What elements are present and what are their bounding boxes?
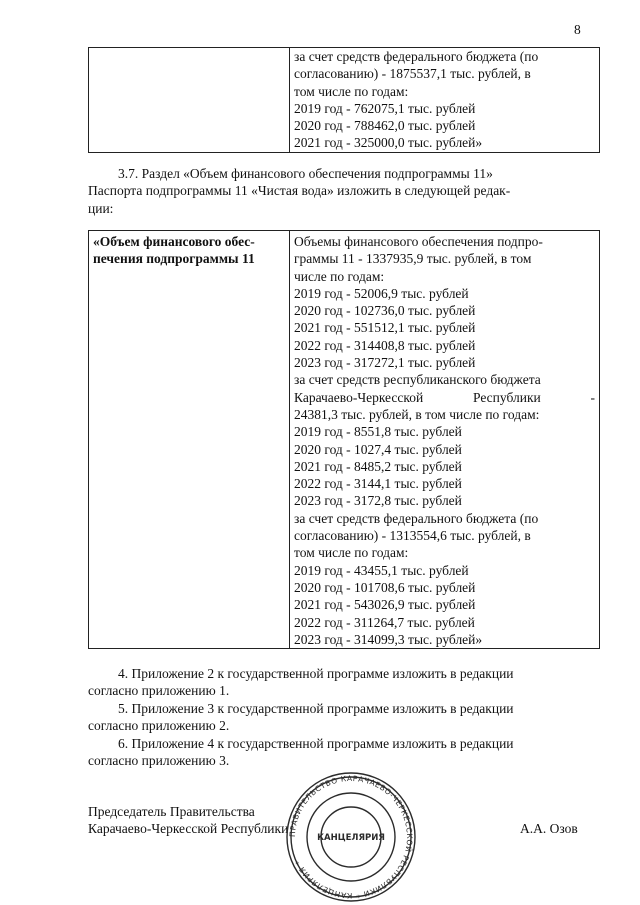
- signature-title-line2: Карачаево-Черкесской Республики: [88, 821, 289, 836]
- paragraph-line: ции:: [88, 200, 114, 216]
- paragraph-line: 4. Приложение 2 к государственной программе изложить в редакции: [118, 666, 514, 681]
- section-3-7-paragraph: [88, 165, 581, 217]
- table-line-justified: [294, 389, 595, 406]
- table-cell-empty: [89, 48, 290, 153]
- table-line-part: Карачаево-Черкесской: [294, 389, 424, 405]
- financing-table-continuation: [88, 47, 600, 153]
- item-5-paragraph: [88, 700, 581, 735]
- table-line: 2021 год - 8485,2 тыс. рублей: [294, 458, 462, 474]
- table-cell-financing: [290, 48, 600, 153]
- table-line: согласованию) - 1875537,1 тыс. рублей, в: [294, 66, 531, 82]
- signature-name: А.А. Озов: [520, 821, 578, 836]
- table-line: 2020 год - 101708,6 тыс. рублей: [294, 579, 476, 595]
- table-line-part: -: [590, 389, 595, 405]
- table-line: том числе по годам:: [294, 83, 409, 99]
- table-line: 2022 год - 314408,8 тыс. рублей: [294, 337, 476, 353]
- paragraph-line: согласно приложению 3.: [88, 753, 230, 769]
- table-line: числе по годам:: [294, 268, 385, 284]
- stamp-center-text: КАНЦЕЛЯРИЯ: [317, 833, 385, 843]
- table-line: 2023 год - 3172,8 тыс. рублей: [294, 493, 462, 509]
- page-number: 8: [574, 22, 581, 37]
- table-line: 2023 год - 314099,3 тыс. рублей»: [294, 631, 483, 647]
- official-stamp: [278, 770, 424, 904]
- table-line: 2019 год - 43455,1 тыс. рублей: [294, 562, 469, 578]
- paragraph-line: согласно приложению 1.: [88, 683, 230, 699]
- table-line: за счет средств федерального бюджета (по: [294, 49, 539, 64]
- table-line: 2021 год - 325000,0 тыс. рублей»: [294, 135, 483, 151]
- paragraph-line: Паспорта подпрограммы 11 «Чистая вода» изложить в следующей редак-: [88, 183, 511, 199]
- financing-table-subprogram-11: [88, 230, 600, 649]
- table-line: 2020 год - 1027,4 тыс. рублей: [294, 441, 462, 457]
- table-line: 2022 год - 311264,7 тыс. рублей: [294, 614, 475, 630]
- paragraph-line: согласно приложению 2.: [88, 718, 230, 734]
- table-line: 2019 год - 8551,8 тыс. рублей: [294, 424, 462, 440]
- table-line: 2020 год - 788462,0 тыс. рублей: [294, 118, 476, 134]
- paragraph-line: 5. Приложение 3 к государственной программе изложить в редакции: [118, 701, 514, 716]
- paragraph-line: 3.7. Раздел «Объем финансового обеспечения подпрограммы 11»: [118, 166, 493, 181]
- table-line: 2021 год - 543026,9 тыс. рублей: [294, 597, 476, 613]
- signature-title-line1: Председатель Правительства: [88, 804, 255, 819]
- table-line: 2020 год - 102736,0 тыс. рублей: [294, 303, 476, 319]
- table-line: том числе по годам:: [294, 545, 409, 561]
- table-cell-financing: [290, 231, 600, 649]
- table-line: Объемы финансового обеспечения подпро-: [294, 234, 543, 249]
- table-line: граммы 11 - 1337935,9 тыс. рублей, в том: [294, 251, 532, 267]
- header-line: печения подпрограммы 11: [93, 251, 255, 267]
- table-line: 2023 год - 317272,1 тыс. рублей: [294, 355, 476, 371]
- table-line: 24381,3 тыс. рублей, в том числе по годам:: [294, 406, 540, 422]
- paragraph-line: 6. Приложение 4 к государственной программе изложить в редакции: [118, 736, 514, 751]
- table-line: 2022 год - 3144,1 тыс. рублей: [294, 476, 462, 492]
- table-line-part: Республики: [473, 389, 541, 405]
- table-line: 2019 год - 762075,1 тыс. рублей: [294, 100, 476, 116]
- table-line: 2021 год - 551512,1 тыс. рублей: [294, 320, 476, 336]
- table-line: согласованию) - 1313554,6 тыс. рублей, в: [294, 528, 531, 544]
- table-line: 2019 год - 52006,9 тыс. рублей: [294, 285, 469, 301]
- stamp-ring-text: ПРАВИТЕЛЬСТВО КАРАЧАЕВО-ЧЕРКЕССКОЙ РЕСПУБЛИКИ * КАНЦЕЛЯРИЯ *: [287, 773, 415, 901]
- item-4-paragraph: [88, 665, 581, 700]
- table-line: за счет средств республиканского бюджета: [294, 372, 541, 388]
- table-cell-header: [89, 231, 290, 649]
- item-6-paragraph: [88, 735, 581, 770]
- table-line: за счет средств федерального бюджета (по: [294, 510, 539, 526]
- header-line: «Объем финансового обес-: [93, 234, 255, 249]
